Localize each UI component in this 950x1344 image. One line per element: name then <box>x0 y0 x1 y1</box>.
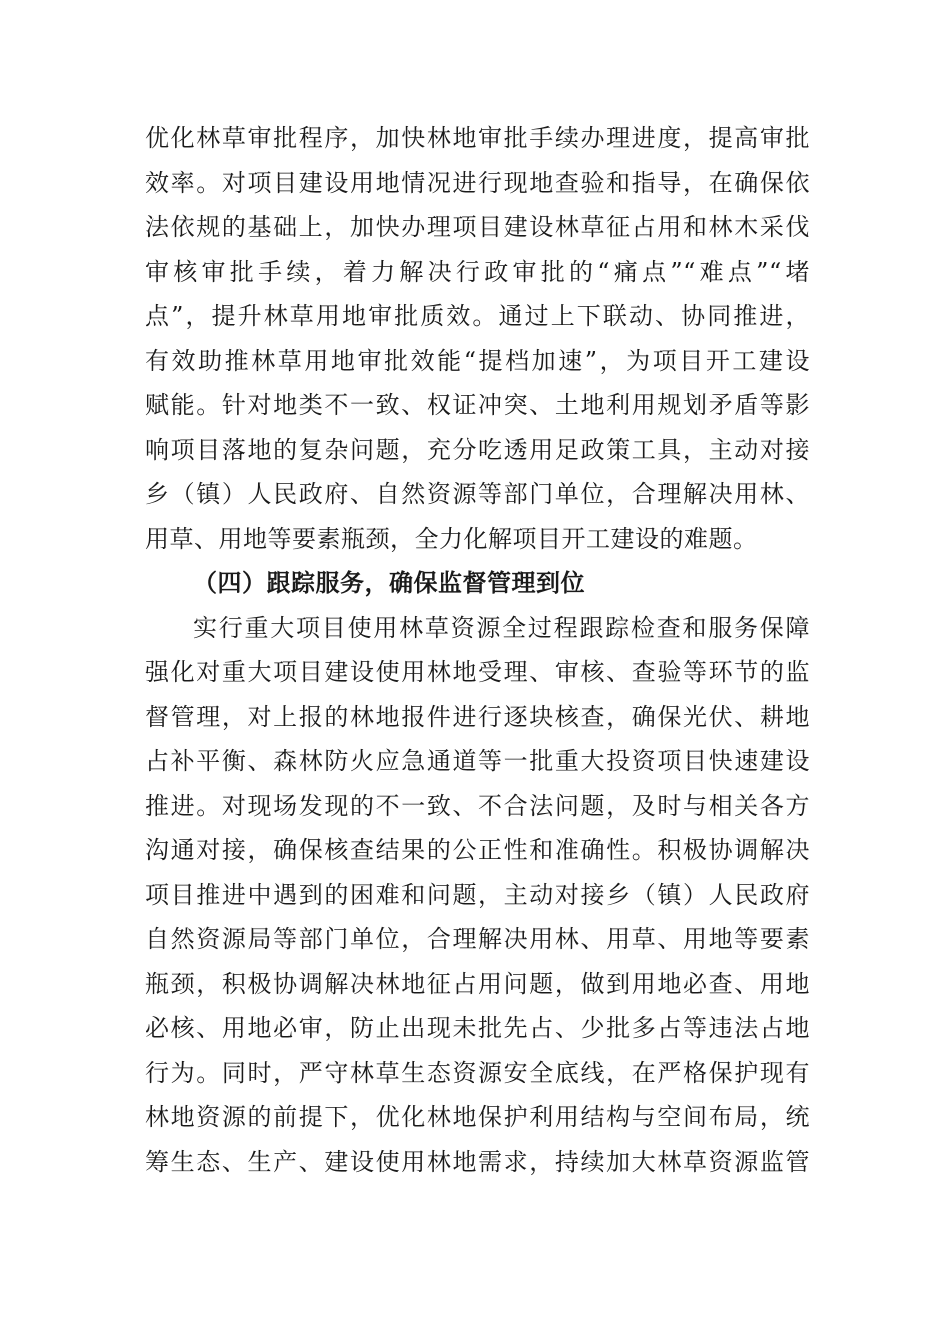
section-heading: （四）跟踪服务，确保监督管理到位 <box>193 568 585 597</box>
text-line: 强化对重大项目建设使用林地受理、审核、查验等环节的监 <box>145 658 810 686</box>
text-line: 必核、用地必审，防止出现未批先占、少批多占等违法占地 <box>145 1014 810 1042</box>
text-line: 点”，提升林草用地审批质效。通过上下联动、协同推进， <box>145 302 810 330</box>
text-line: 实行重大项目使用林草资源全过程跟踪检查和服务保障 <box>193 613 810 642</box>
text-line: 沟通对接，确保核查结果的公正性和准确性。积极协调解决 <box>145 836 810 864</box>
text-line: 法依规的基础上，加快办理项目建设林草征占用和林木采伐 <box>145 213 810 241</box>
text-line: 乡（镇）人民政府、自然资源等部门单位，合理解决用林、 <box>145 480 810 508</box>
paragraph-1 <box>145 116 810 561</box>
text-line: 有效助推林草用地审批效能“提档加速”，为项目开工建设 <box>145 346 810 375</box>
text-line: 审核审批手续，着力解决行政审批的“痛点”“难点”“堵 <box>145 257 810 286</box>
text-line: 占补平衡、森林防火应急通道等一批重大投资项目快速建设 <box>145 747 810 775</box>
text-line: 响项目落地的复杂问题，充分吃透用足政策工具，主动对接 <box>145 435 810 464</box>
text-line: 自然资源局等部门单位，合理解决用林、用草、用地等要素 <box>145 925 810 953</box>
text-line: 推进。对现场发现的不一致、不合法问题，及时与相关各方 <box>145 791 810 820</box>
text-line: 用草、用地等要素瓶颈，全力化解项目开工建设的难题。 <box>145 524 758 553</box>
text-line: 效率。对项目建设用地情况进行现地查验和指导，在确保依 <box>145 168 810 197</box>
text-line: 项目推进中遇到的困难和问题，主动对接乡（镇）人民政府 <box>145 880 810 909</box>
text-line: 行为。同时，严守林草生态资源安全底线，在严格保护现有 <box>145 1058 810 1087</box>
text-line: 瓶颈，积极协调解决林地征占用问题，做到用地必查、用地 <box>145 969 810 998</box>
text-line: 筹生态、生产、建设使用林地需求，持续加大林草资源监管 <box>145 1147 810 1176</box>
text-line: 督管理，对上报的林地报件进行逐块核查，确保光伏、耕地 <box>145 702 810 731</box>
text-line: 林地资源的前提下，优化林地保护利用结构与空间布局，统 <box>145 1103 810 1131</box>
document-body <box>145 116 810 1184</box>
paragraph-2 <box>145 606 810 1185</box>
text-line: 优化林草审批程序，加快林地审批手续办理进度，提高审批 <box>145 124 810 152</box>
text-line: 赋能。针对地类不一致、权证冲突、土地利用规划矛盾等影 <box>145 391 810 419</box>
